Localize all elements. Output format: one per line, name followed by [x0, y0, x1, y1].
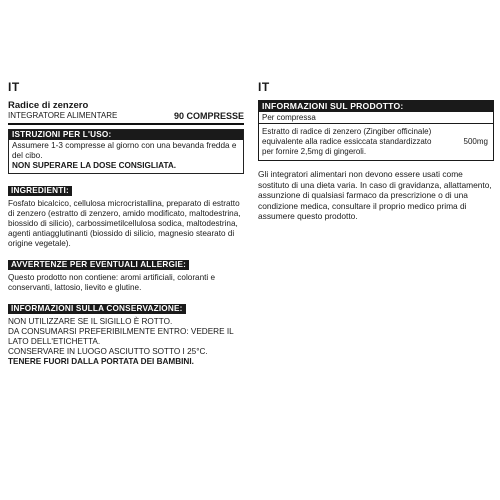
right-column: [258, 80, 494, 222]
storage-heading: INFORMAZIONI SULLA CONSERVAZIONE:: [8, 304, 186, 314]
per-tablet-label: Per compressa: [259, 112, 493, 124]
language-code: IT: [8, 80, 20, 94]
product-info-row: [259, 124, 493, 160]
allergens-section: [8, 254, 244, 293]
ingredients-heading: INGREDIENTI:: [8, 186, 72, 196]
ingredient-description: Estratto di radice di zenzero (Zingiber officinale) equivalente alla radice essiccata standardizzato per fornire 2,5mg di gingeroli.: [262, 127, 432, 156]
usage-warning: NON SUPERARE LA DOSE CONSIGLIATA.: [12, 161, 177, 170]
product-info-table: [258, 100, 494, 161]
ingredients-section: [8, 180, 244, 249]
product-name: Radice di zenzero: [8, 100, 89, 111]
storage-line-children: TENERE FUORI DALLA PORTATA DEI BAMBINI.: [8, 357, 194, 366]
storage-line-temperature: CONSERVARE IN LUOGO ASCIUTTO SOTTO I 25°C.: [8, 347, 208, 356]
storage-line-expiry: DA CONSUMARSI PREFERIBILMENTE ENTRO: VEDERE IL LATO DELL'ETICHETTA.: [8, 327, 234, 346]
product-info-heading: INFORMAZIONI SUL PRODOTTO:: [259, 101, 493, 112]
usage-heading: ISTRUZIONI PER L'USO:: [9, 130, 243, 140]
storage-line-seal: NON UTILIZZARE SE IL SIGILLO È ROTTO.: [8, 317, 173, 326]
product-header: [8, 100, 244, 125]
usage-body: [9, 140, 243, 173]
left-column: [8, 80, 244, 372]
allergens-heading: AVVERTENZE PER EVENTUALI ALLERGIE:: [8, 260, 189, 270]
usage-box: [8, 129, 244, 174]
product-type: INTEGRATORE ALIMENTARE: [8, 111, 118, 120]
product-quantity: 90 COMPRESSE: [173, 111, 244, 121]
storage-body: [8, 316, 244, 367]
storage-section: [8, 298, 244, 367]
ingredient-amount: 500mg: [463, 137, 488, 146]
usage-text: Assumere 1-3 compresse al giorno con una bevanda fredda e del cibo.: [12, 141, 237, 160]
language-code: IT: [258, 80, 270, 94]
allergens-text: Questo prodotto non contiene: aromi artificiali, coloranti e conservanti, lattosio, lievito e glutine.: [8, 273, 216, 292]
disclaimer-text: Gli integratori alimentari non devono essere usati come sostituto di una dieta varia. In caso di gravidanza, allattamento, assunzione di qualsiasi farmaco da prescrizione o di una condizione medica, consultare il proprio medico prima di assumere questo prodotto.: [258, 169, 492, 221]
ingredients-text: Fosfato bicalcico, cellulosa microcristallina, preparato di estratto di zenzero (estratto di zenzero, amido modificato, maltodestrina, biossido di silicio), carbossimetilcellulosa sodica, maltodestrina, agenti antiagglutinanti (biossido di silicio, magnesio stearato di origine vegetale).: [8, 199, 241, 248]
product-subline: [8, 111, 244, 121]
